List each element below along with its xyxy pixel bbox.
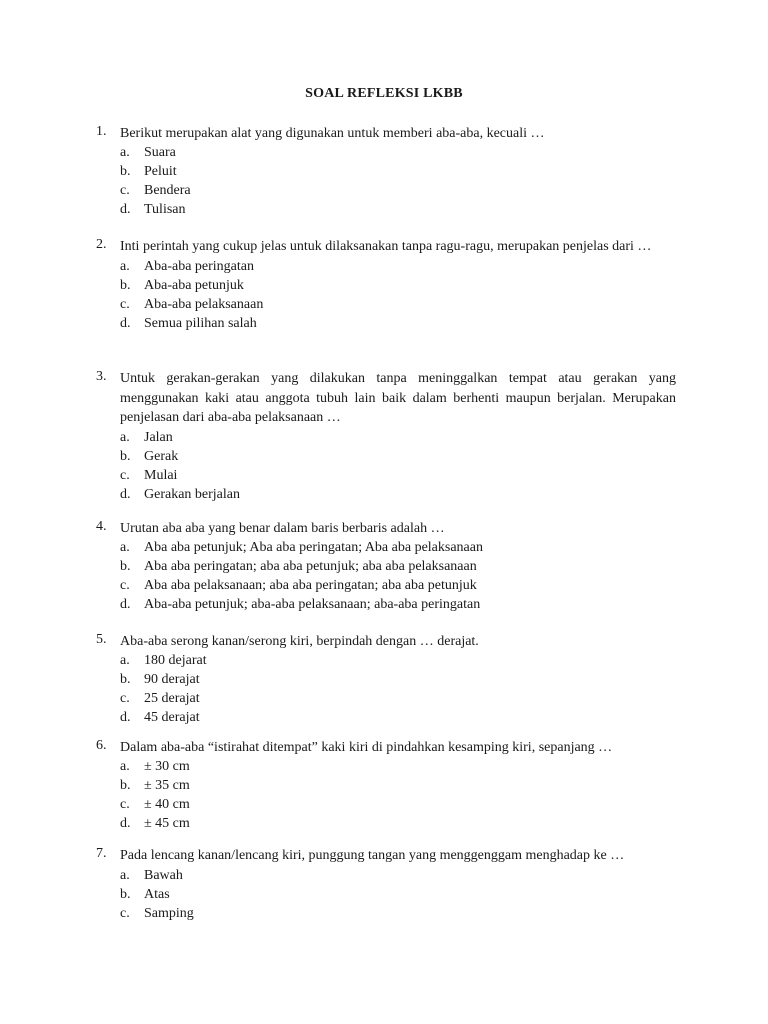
question-4 <box>96 519 676 614</box>
option-letter: d. <box>120 597 131 612</box>
option-text: Semua pilihan salah <box>144 315 257 331</box>
option-letter: b. <box>120 277 131 293</box>
option-letter: b. <box>120 164 131 179</box>
option-d <box>120 485 676 504</box>
question-number: 7. <box>96 846 107 861</box>
option-d <box>120 814 676 833</box>
option-text: 90 derajat <box>144 672 200 687</box>
option-text: ± 40 cm <box>144 797 190 812</box>
option-b <box>120 885 676 904</box>
option-letter: b. <box>120 559 131 574</box>
options-list <box>120 757 676 833</box>
option-text: Samping <box>144 905 194 921</box>
option-letter: c. <box>120 296 130 312</box>
option-text: Aba-aba petunjuk <box>144 277 244 293</box>
option-d <box>120 595 676 614</box>
option-letter: a. <box>120 540 130 555</box>
question-7 <box>96 846 676 923</box>
option-c <box>120 576 676 595</box>
question-3 <box>96 369 676 504</box>
option-c <box>120 904 676 923</box>
option-text: 25 derajat <box>144 691 200 706</box>
option-text: Bendera <box>144 183 191 198</box>
question-number: 5. <box>96 632 107 647</box>
option-b <box>120 447 676 466</box>
option-text: Aba aba petunjuk; Aba aba peringatan; Aba aba pelaksanaan <box>144 540 483 555</box>
question-number: 6. <box>96 738 107 753</box>
option-text: 45 derajat <box>144 710 200 725</box>
question-6 <box>96 738 676 833</box>
question-number: 2. <box>96 237 107 252</box>
option-letter: b. <box>120 886 131 902</box>
option-text: Aba aba peringatan; aba aba petunjuk; aba aba pelaksanaan <box>144 559 477 574</box>
options-list <box>120 428 676 504</box>
option-c <box>120 689 676 708</box>
option-letter: d. <box>120 202 131 217</box>
option-text: Gerakan berjalan <box>144 486 240 502</box>
option-text: ± 35 cm <box>144 778 190 793</box>
question-number: 1. <box>96 124 107 139</box>
option-text: Mulai <box>144 467 178 483</box>
question-1 <box>96 124 676 219</box>
option-letter: d. <box>120 486 131 502</box>
option-letter: d. <box>120 816 131 831</box>
option-letter: b. <box>120 778 131 793</box>
option-letter: c. <box>120 578 130 593</box>
option-a <box>120 757 676 776</box>
question-text: Pada lencang kanan/lencang kiri, punggung tangan yang menggenggam menghadap ke … <box>120 848 625 863</box>
option-letter: d. <box>120 710 131 725</box>
option-a <box>120 257 676 276</box>
option-text: Jalan <box>144 429 173 445</box>
question-text: Dalam aba-aba “istirahat ditempat” kaki kiri di pindahkan kesamping kiri, sepanjang … <box>120 740 613 755</box>
option-b <box>120 162 676 181</box>
option-c <box>120 181 676 200</box>
question-number: 4. <box>96 519 107 534</box>
option-b <box>120 276 676 295</box>
question-2 <box>96 237 676 333</box>
option-letter: b. <box>120 672 131 687</box>
option-letter: c. <box>120 797 130 812</box>
option-text: Bawah <box>144 867 183 883</box>
options-list <box>120 866 676 923</box>
option-text: Aba aba pelaksanaan; aba aba peringatan; aba aba petunjuk <box>144 578 477 593</box>
options-list <box>120 651 676 727</box>
option-letter: c. <box>120 467 130 483</box>
option-b <box>120 776 676 795</box>
option-a <box>120 428 676 447</box>
option-letter: c. <box>120 183 130 198</box>
question-text: Urutan aba aba yang benar dalam baris berbaris adalah … <box>120 521 445 536</box>
option-d <box>120 708 676 727</box>
question-5 <box>96 632 676 727</box>
option-letter: a. <box>120 867 130 883</box>
option-a <box>120 866 676 885</box>
option-text: Gerak <box>144 448 179 464</box>
option-letter: a. <box>120 653 130 668</box>
option-d <box>120 314 676 333</box>
option-a <box>120 651 676 670</box>
option-letter: a. <box>120 429 130 445</box>
options-list <box>120 143 676 219</box>
option-c <box>120 466 676 485</box>
option-letter: a. <box>120 759 130 774</box>
option-letter: c. <box>120 691 130 706</box>
option-letter: c. <box>120 905 130 921</box>
option-letter: a. <box>120 258 130 274</box>
option-text: ± 30 cm <box>144 759 190 774</box>
options-list <box>120 538 676 614</box>
option-c <box>120 295 676 314</box>
question-text: Inti perintah yang cukup jelas untuk dilaksanakan tanpa ragu-ragu, merupakan penjelas dari … <box>120 239 652 254</box>
option-a <box>120 538 676 557</box>
option-text: Atas <box>144 886 170 902</box>
options-list <box>120 257 676 333</box>
option-text: Aba-aba petunjuk; aba-aba pelaksanaan; aba-aba peringatan <box>144 597 481 612</box>
option-letter: b. <box>120 448 131 464</box>
option-text: Suara <box>144 145 176 160</box>
option-letter: a. <box>120 145 130 160</box>
question-text: Aba-aba serong kanan/serong kiri, berpindah dengan … derajat. <box>120 634 479 649</box>
option-c <box>120 795 676 814</box>
option-b <box>120 557 676 576</box>
option-a <box>120 143 676 162</box>
option-text: Aba-aba pelaksanaan <box>144 296 264 312</box>
option-text: Peluit <box>144 164 177 179</box>
option-text: Tulisan <box>144 202 186 217</box>
option-text: Aba-aba peringatan <box>144 258 254 274</box>
option-b <box>120 670 676 689</box>
question-text: Untuk gerakan-gerakan yang dilakukan tanpa meninggalkan tempat atau gerakan yang menggunakan kaki atau anggota tubuh lain baik dalam berhenti maupun berjalan. Merupakan penjelasan dari aba-aba pelaksanaan … <box>120 371 676 425</box>
question-text: Berikut merupakan alat yang digunakan untuk memberi aba-aba, kecuali … <box>120 126 545 141</box>
option-d <box>120 200 676 219</box>
page-title: SOAL REFLEKSI LKBB <box>305 86 463 101</box>
option-letter: d. <box>120 315 131 331</box>
question-number: 3. <box>96 369 107 384</box>
option-text: 180 dejarat <box>144 653 207 668</box>
option-text: ± 45 cm <box>144 816 190 831</box>
